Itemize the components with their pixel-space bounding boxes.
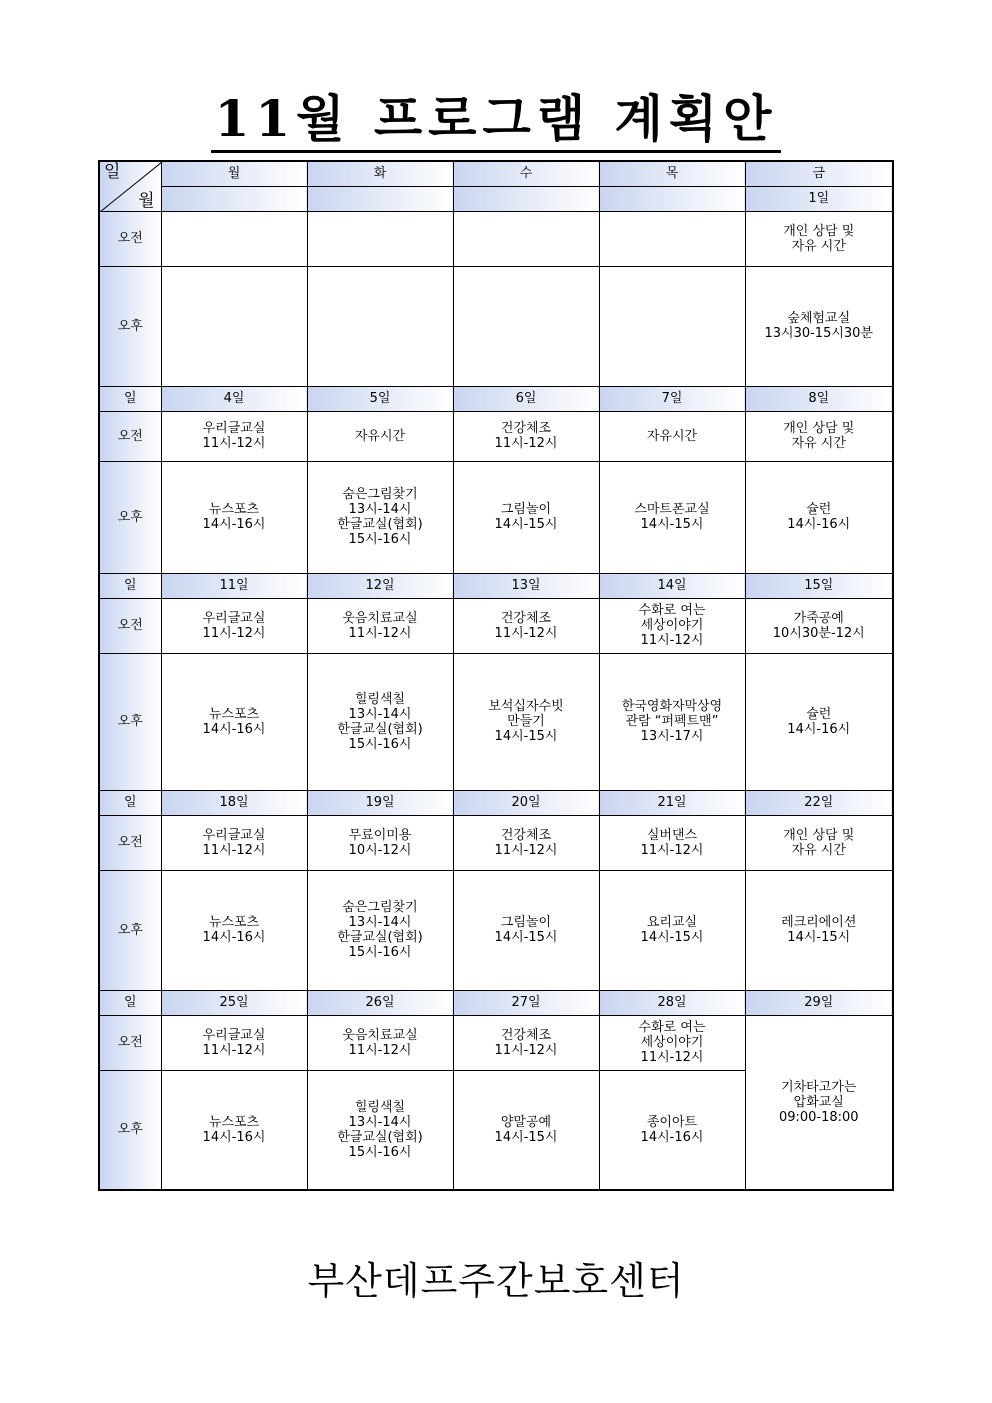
morning-program-cell bbox=[745, 411, 893, 461]
morning-program-cell bbox=[599, 211, 745, 266]
cell-text-line: 우리글교실 bbox=[202, 421, 266, 436]
cell-text-line: 14시-16시 bbox=[787, 721, 851, 737]
afternoon-program-cell bbox=[161, 1070, 307, 1190]
cell-text-line: 11시-12시 bbox=[640, 842, 704, 858]
afternoon-program-cell bbox=[599, 461, 745, 573]
morning-program-cell bbox=[453, 1015, 599, 1070]
cell-text-line: 11시-12시 bbox=[202, 436, 266, 451]
cell-text-line: 기차타고가는 bbox=[781, 1079, 857, 1095]
cell-text-line: 건강체조 bbox=[500, 1027, 552, 1043]
weekday-header: 수 bbox=[453, 161, 599, 186]
morning-program-cell bbox=[307, 411, 453, 461]
cell-text-line: 우리글교실 bbox=[202, 827, 266, 843]
fullday-program-cell bbox=[745, 1015, 893, 1190]
cell-text-line: 13시-14시 bbox=[348, 706, 412, 722]
cell-text-line: 13시-14시 bbox=[348, 1114, 412, 1130]
date-header: 5일 bbox=[307, 386, 453, 411]
cell-text-line: 뉴스포츠 bbox=[208, 706, 260, 722]
cell-text-line: 11시-12시 bbox=[494, 842, 558, 858]
cell-text-line: 자유 시간 bbox=[791, 238, 846, 254]
cell-text-line: 뉴스포츠 bbox=[208, 502, 260, 517]
cell-text-line: 숲체험교실 bbox=[787, 311, 851, 326]
cell-text-line: 한국영화자막상영 bbox=[621, 699, 723, 714]
page-title: 11월 프로그램 계획안 bbox=[211, 88, 782, 153]
organization-name: 부산데프주간보호센터 bbox=[307, 1259, 685, 1303]
am-row-label: 오전 bbox=[99, 598, 161, 653]
cell-text-line: 웃음치료교실 bbox=[342, 610, 418, 626]
cell-text-line: 한글교실(협회) bbox=[337, 721, 423, 737]
cell-text-line: 보석십자수빗 bbox=[488, 699, 564, 714]
cell-text-line: 우리글교실 bbox=[202, 1027, 266, 1043]
afternoon-program-cell bbox=[745, 461, 893, 573]
afternoon-program-cell bbox=[599, 653, 745, 790]
cell-text-line: 11시-12시 bbox=[640, 1050, 704, 1065]
date-header bbox=[599, 186, 745, 211]
morning-program-cell bbox=[453, 598, 599, 653]
afternoon-program-cell bbox=[599, 266, 745, 386]
cell-text-line: 세상이야기 bbox=[640, 618, 704, 633]
cell-text-line: 11시-12시 bbox=[494, 1042, 558, 1058]
cell-text-line: 수화로 여는 bbox=[638, 1020, 706, 1035]
afternoon-program-cell bbox=[453, 653, 599, 790]
weekday-header: 화 bbox=[307, 161, 453, 186]
am-row-label: 오전 bbox=[99, 815, 161, 870]
page-title-wrap bbox=[0, 88, 992, 153]
am-row-label: 오전 bbox=[99, 1015, 161, 1070]
corner-month-label: 월 bbox=[138, 190, 155, 211]
cell-text-line: 만들기 bbox=[507, 714, 545, 729]
morning-program-cell bbox=[599, 598, 745, 653]
cell-text-line: 실버댄스 bbox=[646, 827, 698, 843]
cell-text-line: 그림놀이 bbox=[500, 915, 552, 930]
cell-text-line: 숨은그림찾기 bbox=[342, 900, 418, 915]
morning-program-cell bbox=[161, 815, 307, 870]
afternoon-program-cell bbox=[453, 1070, 599, 1190]
schedule-table bbox=[98, 160, 894, 1191]
date-header: 8일 bbox=[745, 386, 893, 411]
pm-row-label: 오후 bbox=[99, 870, 161, 990]
date-header: 26일 bbox=[307, 990, 453, 1015]
date-header: 1일 bbox=[745, 186, 893, 211]
cell-text-line: 웃음치료교실 bbox=[342, 1027, 418, 1043]
morning-program-cell bbox=[453, 815, 599, 870]
cell-text-line: 13시-14시 bbox=[348, 915, 412, 930]
afternoon-program-cell bbox=[161, 266, 307, 386]
cell-text-line: 14시-16시 bbox=[787, 517, 851, 532]
am-row-label: 오전 bbox=[99, 411, 161, 461]
cell-text-line: 종이아트 bbox=[646, 1114, 698, 1130]
date-header: 19일 bbox=[307, 790, 453, 815]
weekday-header: 월 bbox=[161, 161, 307, 186]
date-header bbox=[161, 186, 307, 211]
date-header: 14일 bbox=[599, 573, 745, 598]
cell-text-line: 14시-16시 bbox=[202, 930, 266, 945]
cell-text-line: 양말공예 bbox=[500, 1114, 552, 1130]
cell-text-line: 14시-15시 bbox=[787, 930, 851, 945]
afternoon-program-cell bbox=[307, 266, 453, 386]
pm-row-label: 오후 bbox=[99, 653, 161, 790]
date-header: 11일 bbox=[161, 573, 307, 598]
morning-program-cell bbox=[307, 598, 453, 653]
morning-program-cell bbox=[745, 598, 893, 653]
cell-text-line: 14시-16시 bbox=[640, 1129, 704, 1145]
corner-header bbox=[99, 161, 161, 211]
cell-text-line: 건강체조 bbox=[500, 610, 552, 626]
cell-text-line: 자유 시간 bbox=[791, 436, 846, 451]
cell-text-line: 14시-15시 bbox=[494, 930, 558, 945]
morning-program-cell bbox=[745, 815, 893, 870]
cell-text-line: 슐런 bbox=[806, 706, 832, 722]
pm-row-label: 오후 bbox=[99, 266, 161, 386]
afternoon-program-cell bbox=[307, 870, 453, 990]
afternoon-program-cell bbox=[599, 1070, 745, 1190]
cell-text-line: 11시-12시 bbox=[202, 1042, 266, 1058]
cell-text-line: 14시-15시 bbox=[494, 517, 558, 532]
cell-text-line: 요리교실 bbox=[646, 915, 698, 930]
morning-program-cell bbox=[745, 211, 893, 266]
cell-text-line: 11시-12시 bbox=[494, 625, 558, 641]
pm-row-label: 오후 bbox=[99, 461, 161, 573]
cell-text-line: 관람 “퍼펙트맨” bbox=[625, 714, 719, 729]
morning-program-cell bbox=[453, 211, 599, 266]
cell-text-line: 자유시간 bbox=[646, 428, 698, 444]
cell-text-line: 압화교실 bbox=[793, 1094, 844, 1110]
cell-text-line: 개인 상담 및 bbox=[783, 223, 855, 239]
cell-text-line: 11시-12시 bbox=[640, 633, 704, 648]
cell-text-line: 한글교실(협회) bbox=[337, 930, 423, 945]
day-row-label: 일 bbox=[99, 386, 161, 411]
cell-text-line: 15시-16시 bbox=[348, 1144, 412, 1160]
afternoon-program-cell bbox=[745, 870, 893, 990]
cell-text-line: 14시-15시 bbox=[494, 729, 558, 744]
date-header: 29일 bbox=[745, 990, 893, 1015]
morning-program-cell bbox=[307, 211, 453, 266]
date-header: 6일 bbox=[453, 386, 599, 411]
cell-text-line: 15시-16시 bbox=[348, 945, 412, 960]
afternoon-program-cell bbox=[307, 1070, 453, 1190]
cell-text-line: 숨은그림찾기 bbox=[342, 487, 418, 502]
cell-text-line: 건강체조 bbox=[500, 421, 552, 436]
weekday-header: 금 bbox=[745, 161, 893, 186]
cell-text-line: 우리글교실 bbox=[202, 610, 266, 626]
cell-text-line: 무료이미용 bbox=[348, 827, 412, 843]
date-header: 15일 bbox=[745, 573, 893, 598]
afternoon-program-cell bbox=[453, 461, 599, 573]
cell-text-line: 자유시간 bbox=[354, 428, 406, 444]
cell-text-line: 11시-12시 bbox=[348, 625, 412, 641]
date-header: 21일 bbox=[599, 790, 745, 815]
day-row-label: 일 bbox=[99, 573, 161, 598]
date-header: 25일 bbox=[161, 990, 307, 1015]
am-row-label: 오전 bbox=[99, 211, 161, 266]
weekday-header: 목 bbox=[599, 161, 745, 186]
date-header: 4일 bbox=[161, 386, 307, 411]
cell-text-line: 건강체조 bbox=[500, 827, 552, 843]
date-header: 20일 bbox=[453, 790, 599, 815]
cell-text-line: 뉴스포츠 bbox=[208, 915, 260, 930]
cell-text-line: 세상이야기 bbox=[640, 1035, 704, 1050]
cell-text-line: 힐링색칠 bbox=[354, 1099, 406, 1115]
morning-program-cell bbox=[307, 815, 453, 870]
date-header: 18일 bbox=[161, 790, 307, 815]
cell-text-line: 한글교실(협회) bbox=[337, 1129, 423, 1145]
cell-text-line: 10시-12시 bbox=[348, 842, 412, 858]
cell-text-line: 11시-12시 bbox=[202, 842, 266, 858]
date-header: 28일 bbox=[599, 990, 745, 1015]
cell-text-line: 11시-12시 bbox=[494, 436, 558, 451]
afternoon-program-cell bbox=[745, 266, 893, 386]
cell-text-line: 힐링색칠 bbox=[354, 691, 406, 707]
afternoon-program-cell bbox=[453, 870, 599, 990]
cell-text-line: 13시-17시 bbox=[640, 729, 704, 744]
cell-text-line: 09:00-18:00 bbox=[778, 1109, 859, 1125]
morning-program-cell bbox=[161, 598, 307, 653]
afternoon-program-cell bbox=[161, 653, 307, 790]
date-header: 13일 bbox=[453, 573, 599, 598]
cell-text-line: 14시-15시 bbox=[494, 1129, 558, 1145]
cell-text-line: 15시-16시 bbox=[348, 736, 412, 752]
cell-text-line: 15시-16시 bbox=[348, 532, 412, 547]
date-header: 27일 bbox=[453, 990, 599, 1015]
cell-text-line: 개인 상담 및 bbox=[783, 421, 855, 436]
cell-text-line: 스마트폰교실 bbox=[634, 502, 710, 517]
morning-program-cell bbox=[599, 411, 745, 461]
cell-text-line: 13시30-15시30분 bbox=[764, 326, 874, 341]
cell-text-line: 개인 상담 및 bbox=[783, 827, 855, 843]
cell-text-line: 레크리에이션 bbox=[781, 915, 857, 930]
afternoon-program-cell bbox=[745, 653, 893, 790]
afternoon-program-cell bbox=[161, 461, 307, 573]
day-row-label: 일 bbox=[99, 790, 161, 815]
date-header bbox=[307, 186, 453, 211]
morning-program-cell bbox=[599, 1015, 745, 1070]
cell-text-line: 한글교실(협회) bbox=[337, 517, 423, 532]
morning-program-cell bbox=[307, 1015, 453, 1070]
afternoon-program-cell bbox=[453, 266, 599, 386]
date-header: 22일 bbox=[745, 790, 893, 815]
pm-row-label: 오후 bbox=[99, 1070, 161, 1190]
cell-text-line: 뉴스포츠 bbox=[208, 1114, 260, 1130]
morning-program-cell bbox=[161, 411, 307, 461]
afternoon-program-cell bbox=[599, 870, 745, 990]
day-row-label: 일 bbox=[99, 990, 161, 1015]
cell-text-line: 14시-16시 bbox=[202, 1129, 266, 1145]
cell-text-line: 그림놀이 bbox=[500, 502, 552, 517]
morning-program-cell bbox=[453, 411, 599, 461]
morning-program-cell bbox=[161, 211, 307, 266]
cell-text-line: 수화로 여는 bbox=[638, 603, 706, 618]
date-header bbox=[453, 186, 599, 211]
cell-text-line: 자유 시간 bbox=[791, 842, 846, 858]
corner-day-label: 일 bbox=[104, 162, 121, 182]
afternoon-program-cell bbox=[307, 653, 453, 790]
cell-text-line: 11시-12시 bbox=[348, 1042, 412, 1058]
cell-text-line: 14시-16시 bbox=[202, 721, 266, 737]
cell-text-line: 13시-14시 bbox=[348, 502, 412, 517]
cell-text-line: 가죽공예 bbox=[793, 610, 844, 626]
cell-text-line: 14시-15시 bbox=[640, 930, 704, 945]
afternoon-program-cell bbox=[161, 870, 307, 990]
cell-text-line: 10시30분-12시 bbox=[772, 625, 865, 641]
morning-program-cell bbox=[599, 815, 745, 870]
afternoon-program-cell bbox=[307, 461, 453, 573]
cell-text-line: 14시-16시 bbox=[202, 517, 266, 532]
date-header: 12일 bbox=[307, 573, 453, 598]
cell-text-line: 14시-15시 bbox=[640, 517, 704, 532]
cell-text-line: 슐런 bbox=[806, 502, 832, 517]
cell-text-line: 11시-12시 bbox=[202, 625, 266, 641]
date-header: 7일 bbox=[599, 386, 745, 411]
morning-program-cell bbox=[161, 1015, 307, 1070]
